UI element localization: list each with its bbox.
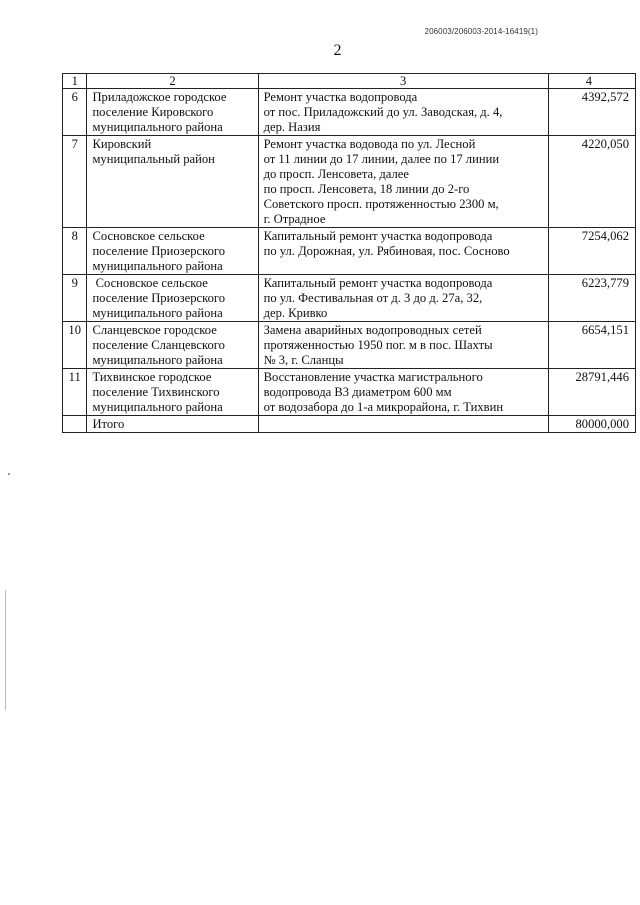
municipality-line: поселение Сланцевского xyxy=(92,338,225,352)
municipality-line: поселение Приозерского xyxy=(92,291,226,305)
empty-cell xyxy=(63,416,87,433)
row-number: 7 xyxy=(63,136,87,228)
empty-cell xyxy=(258,416,548,433)
work-description-line: по просп. Ленсовета, 18 линии до 2-го xyxy=(263,182,470,196)
row-number: 9 xyxy=(63,275,87,322)
municipality-line: Сланцевское городское xyxy=(92,323,217,337)
amount-cell: 4392,572 xyxy=(548,89,635,136)
work-description-line: Советского просп. протяженностью 2300 м, xyxy=(263,197,499,211)
work-description-line: от 11 линии до 17 линии, далее по 17 линии xyxy=(263,152,500,166)
municipality-line: Кировский xyxy=(92,137,152,151)
municipality-cell xyxy=(87,322,258,369)
page-number: 2 xyxy=(333,42,342,59)
table-row xyxy=(63,228,636,275)
row-number: 8 xyxy=(63,228,87,275)
municipality-cell xyxy=(87,275,258,322)
work-description-cell xyxy=(258,275,548,322)
municipality-line: поселение Приозерского xyxy=(92,244,226,258)
municipality-line: муниципального района xyxy=(92,400,223,414)
amount-cell: 6223,779 xyxy=(548,275,635,322)
table-row xyxy=(63,136,636,228)
amount-cell: 28791,446 xyxy=(548,369,635,416)
municipality-cell xyxy=(87,369,258,416)
work-description-line: по ул. Фестивальная от д. 3 до д. 27а, 32, xyxy=(263,291,483,305)
work-description-cell xyxy=(258,89,548,136)
document-id: 206003/206003-2014-16419(1) xyxy=(424,27,538,36)
municipality-cell xyxy=(87,136,258,228)
scan-dot xyxy=(8,473,10,475)
table-row xyxy=(63,369,636,416)
work-description-line: дер. Назия xyxy=(263,120,321,134)
municipality-line: муниципальный район xyxy=(92,152,215,166)
column-header: 3 xyxy=(258,74,548,89)
municipality-line: поселение Тихвинского xyxy=(92,385,220,399)
row-number: 11 xyxy=(63,369,87,416)
work-description-cell xyxy=(258,228,548,275)
work-description-line: до просп. Ленсовета, далее xyxy=(263,167,409,181)
municipality-line: Приладожское городское xyxy=(92,90,227,104)
total-label: Итого xyxy=(87,416,258,433)
amount-cell: 6654,151 xyxy=(548,322,635,369)
municipality-line: Сосновское сельское xyxy=(92,276,208,290)
allocation-table xyxy=(62,73,636,433)
work-description-line: г. Отрадное xyxy=(263,212,326,226)
scan-margin-line xyxy=(5,590,6,710)
table-row xyxy=(63,275,636,322)
table-row xyxy=(63,89,636,136)
work-description-line: дер. Кривко xyxy=(263,306,328,320)
municipality-line: муниципального района xyxy=(92,353,223,367)
work-description-line: Замена аварийных водопроводных сетей xyxy=(263,323,482,337)
municipality-cell xyxy=(87,89,258,136)
municipality-line: поселение Кировского xyxy=(92,105,214,119)
amount-cell: 7254,062 xyxy=(548,228,635,275)
work-description-line: № 3, г. Сланцы xyxy=(263,353,344,367)
work-description-line: Капитальный ремонт участка водопровода xyxy=(263,276,493,290)
table-row xyxy=(63,322,636,369)
work-description-line: Ремонт участка водовода по ул. Лесной xyxy=(263,137,476,151)
table-header-row xyxy=(63,74,636,89)
amount-cell: 4220,050 xyxy=(548,136,635,228)
column-header: 4 xyxy=(548,74,635,89)
work-description-line: Восстановление участка магистрального xyxy=(263,370,483,384)
municipality-line: муниципального района xyxy=(92,306,223,320)
work-description-cell xyxy=(258,322,548,369)
column-header: 1 xyxy=(63,74,87,89)
municipality-line: муниципального района xyxy=(92,120,223,134)
row-number: 6 xyxy=(63,89,87,136)
work-description-line: по ул. Дорожная, ул. Рябиновая, пос. Сосново xyxy=(263,244,510,258)
municipality-line: муниципального района xyxy=(92,259,223,273)
work-description-cell xyxy=(258,369,548,416)
work-description-line: от пос. Приладожский до ул. Заводская, д. 4, xyxy=(263,105,503,119)
row-number: 10 xyxy=(63,322,87,369)
work-description-line: водопровода В3 диаметром 600 мм xyxy=(263,385,452,399)
total-row xyxy=(63,416,636,433)
work-description-line: Ремонт участка водопровода xyxy=(263,90,418,104)
work-description-line: от водозабора до 1-а микрорайона, г. Тихвин xyxy=(263,400,504,414)
column-header: 2 xyxy=(87,74,258,89)
municipality-line: Сосновское сельское xyxy=(92,229,205,243)
work-description-line: Капитальный ремонт участка водопровода xyxy=(263,229,493,243)
work-description-line: протяженностью 1950 пог. м в пос. Шахты xyxy=(263,338,493,352)
municipality-line: Тихвинское городское xyxy=(92,370,212,384)
total-amount: 80000,000 xyxy=(548,416,635,433)
work-description-cell xyxy=(258,136,548,228)
municipality-cell xyxy=(87,228,258,275)
